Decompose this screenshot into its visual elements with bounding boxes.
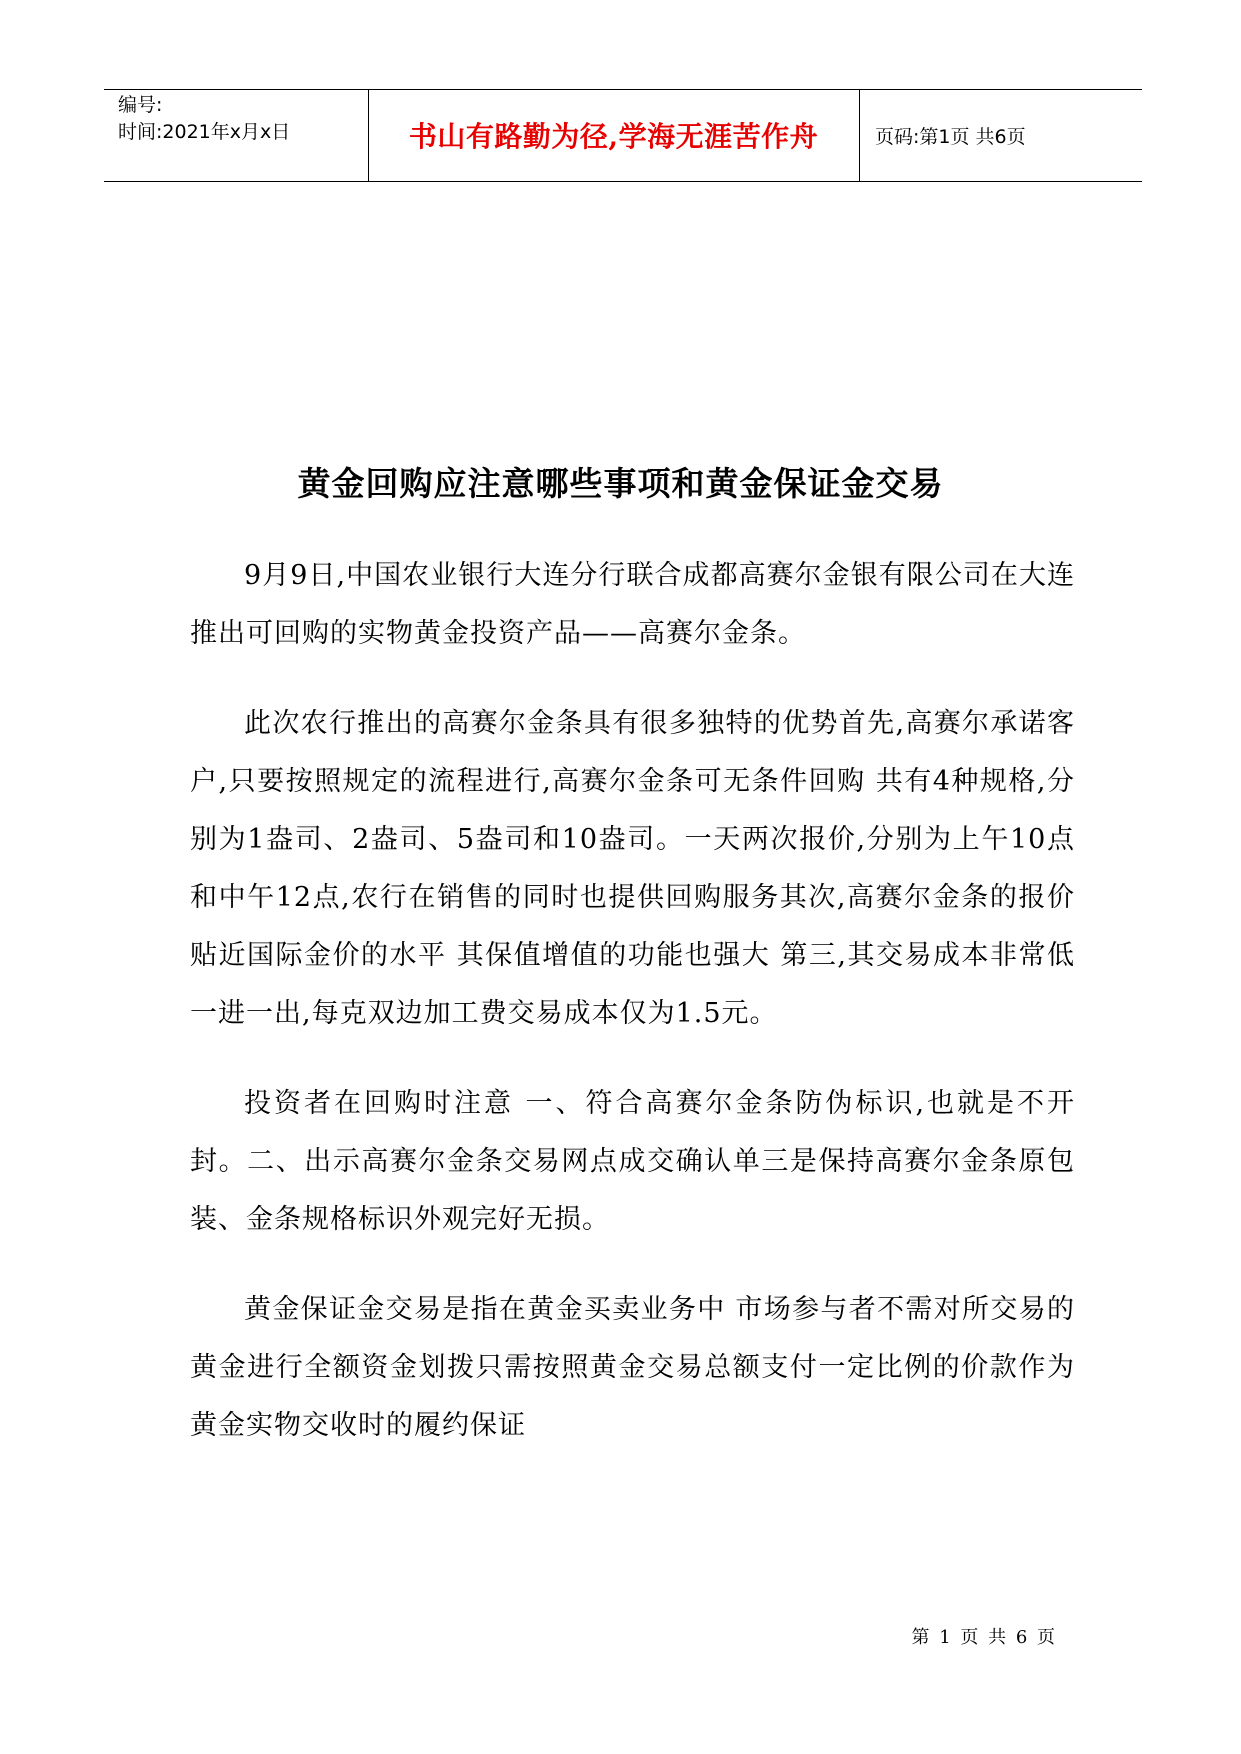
page-footer: 第 1 页 共 6 页 xyxy=(911,1627,1057,1648)
document-header xyxy=(104,89,1142,182)
header-page-label: 页码:第1页 共6页 xyxy=(875,125,1026,148)
body-paragraph: 9月9日,中国农业银行大连分行联合成都高赛尔金银有限公司在大连推出可回购的实物黄金投资产品——高赛尔金条。 xyxy=(190,560,1075,649)
header-number-label: 编号: xyxy=(118,94,163,116)
header-time-label: 时间:2021年x月x日 xyxy=(118,121,291,143)
body-paragraph: 投资者在回购时注意 一、符合高赛尔金条防伪标识,也就是不开封。二、出示高赛尔金条交易网点成交确认单三是保持高赛尔金条原包装、金条规格标识外观完好无损。 xyxy=(190,1088,1075,1235)
header-motto: 书山有路勤为径,学海无涯苦作舟 xyxy=(408,120,819,153)
document-body xyxy=(190,547,1075,1487)
body-paragraph: 此次农行推出的高赛尔金条具有很多独特的优势首先,高赛尔承诺客户,只要按照规定的流程进行,高赛尔金条可无条件回购 共有4种规格,分别为1盎司、2盎司、5盎司和10盎司。一天两次报价,分别为上午10点和中午12点,农行在销售的同时也提供回购服务其次,高赛尔金条的报价贴近国际金价的水平 其保值增值的功能也强大 第三,其交易成本非常低 一进一出,每克双边加工费交易成本仅为1.5元。 xyxy=(190,708,1075,1029)
header-meta xyxy=(118,92,290,146)
body-paragraph: 黄金保证金交易是指在黄金买卖业务中 市场参与者不需对所交易的黄金进行全额资金划拨只需按照黄金交易总额支付一定比例的价款作为黄金实物交收时的履约保证 xyxy=(190,1294,1075,1441)
document-title: 黄金回购应注意哪些事项和黄金保证金交易 xyxy=(297,464,944,503)
